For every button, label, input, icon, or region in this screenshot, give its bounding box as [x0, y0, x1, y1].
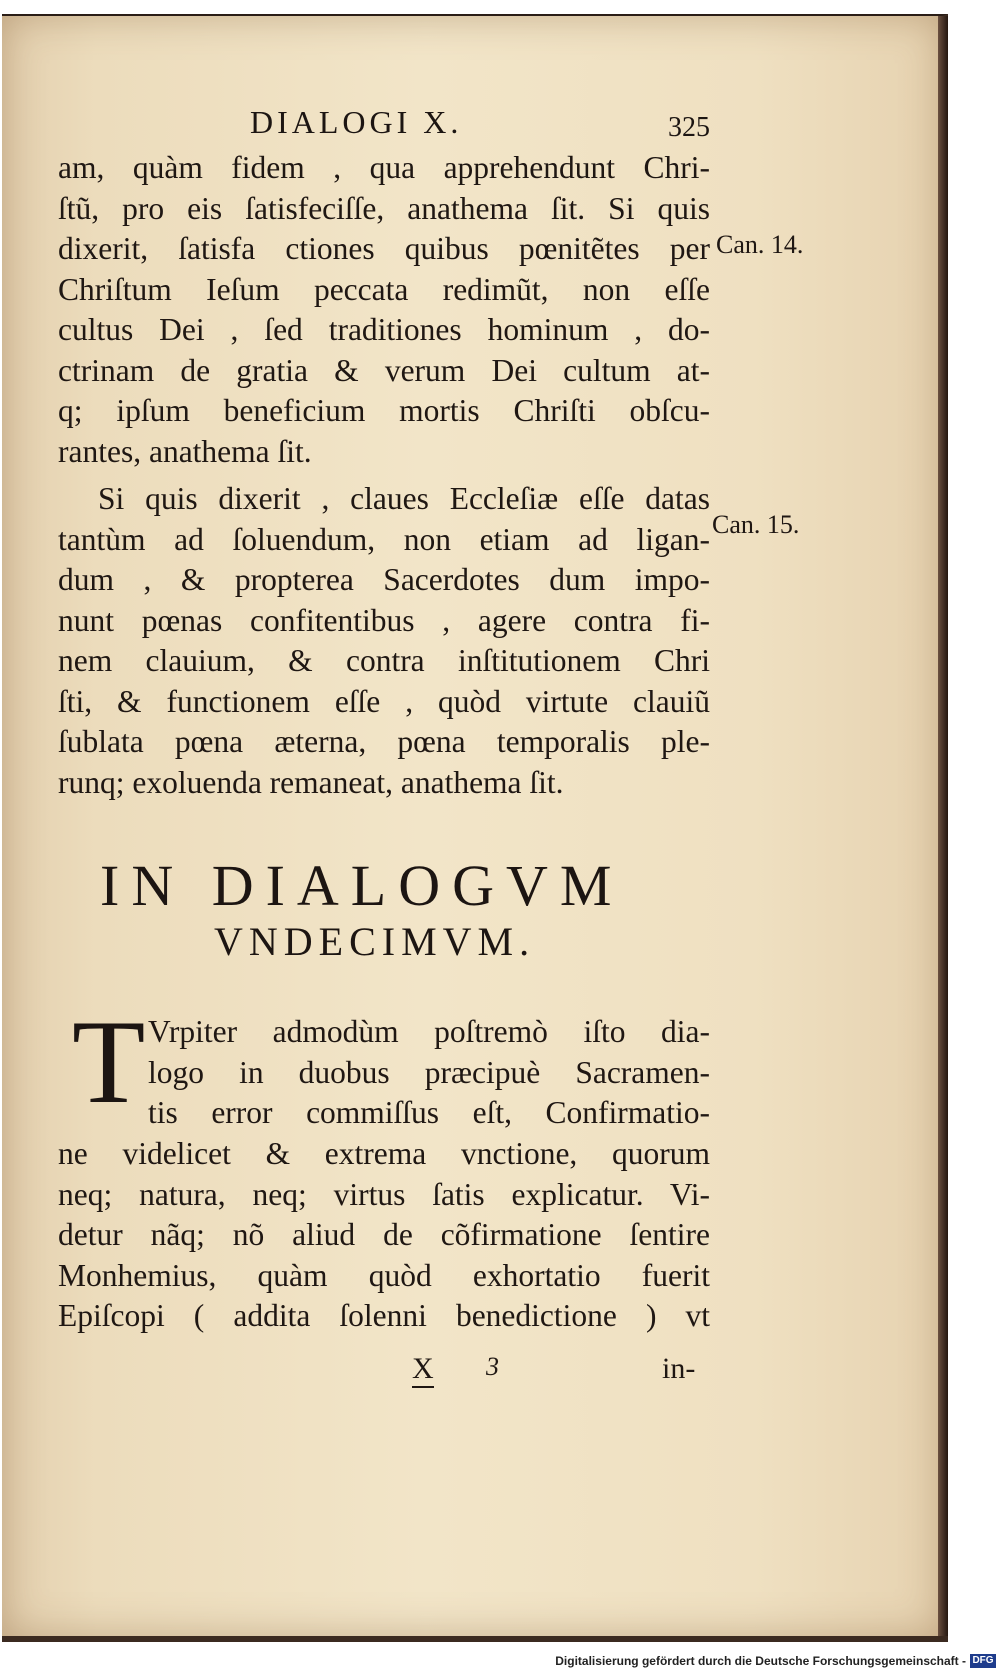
text-line: detur nãq; nõ aliud de cõfirmatione ſentire — [58, 1217, 710, 1252]
drop-cap: T — [72, 995, 146, 1128]
catchword: in- — [662, 1352, 696, 1385]
text-line: cultus Dei , ſed traditiones hominum , do- — [58, 312, 710, 347]
text-line: dum , & propterea Sacerdotes dum impo- — [58, 562, 710, 597]
margin-note-canon-15: Can. 15. — [712, 510, 800, 539]
signature-number: 3 — [486, 1352, 499, 1381]
text-line: Epiſcopi ( addita ſolenni benedictione ) vt — [58, 1298, 710, 1333]
text-line: tis error commiſſus eſt, Confirmatio- — [148, 1095, 710, 1130]
running-head: DIALOGI X. — [250, 104, 463, 140]
text-line: q; ipſum beneficium mortis Chriſti obſcu- — [58, 393, 710, 428]
text-line: tantùm ad ſoluendum, non etiam ad ligan- — [58, 521, 710, 557]
paragraph-canon-15 — [58, 479, 710, 803]
text-line: Si quis dixerit , claues Eccleſiæ eſſe datas — [98, 481, 710, 516]
text-line: am, quàm fidem , qua apprehendunt Chri- — [58, 150, 710, 185]
text-line: ſublata pœna æterna, pœna temporalis ple- — [58, 724, 710, 759]
text-line: ctrinam de gratia & verum Dei cultum at- — [58, 352, 710, 388]
section-heading-line-1: IN DIALOGVM — [100, 853, 624, 918]
text-line: rantes, anathema ſit. — [58, 433, 312, 469]
dfg-logo-icon: DFG — [970, 1654, 996, 1668]
page-number: 325 — [668, 112, 710, 143]
text-line: Chriſtum Ieſum peccata redimũt, non eſſe — [58, 271, 710, 307]
text-line: ne videlicet & extrema vnctione, quorum — [58, 1136, 710, 1171]
signature-mark: X — [412, 1352, 434, 1388]
text-line: Monhemius, quàm quòd exhortatio fuerit — [58, 1257, 710, 1293]
margin-note-canon-14: Can. 14. — [716, 230, 804, 259]
footer-bar — [0, 1649, 1000, 1671]
section-heading-line-2: VNDECIMVM. — [214, 919, 536, 964]
text-line: nem clauium, & contra inſtitutionem Chri — [58, 643, 710, 678]
text-line: neq; natura, neq; virtus ſatis explicatur. Vi- — [58, 1176, 710, 1212]
text-line: logo in duobus præcipuè Sacramen- — [148, 1054, 710, 1090]
text-line: ſtũ, pro eis ſatisfeciſſe, anathema ſit. Si quis — [58, 190, 710, 226]
text-line: ſti, & functionem eſſe , quòd virtute clauiũ — [58, 683, 710, 719]
paragraph-canon-14 — [58, 148, 710, 472]
text-line: runq; exoluenda remaneat, anathema ſit. — [58, 764, 564, 800]
paragraph-dialogue-11-opening — [148, 1012, 710, 1134]
footer-credit: Digitalisierung gefördert durch die Deutsche Forschungsgemeinschaft - — [555, 1654, 966, 1668]
text-line: Vrpiter admodùm poſtremò iſto dia- — [148, 1014, 710, 1049]
text-line: dixerit, ſatisfa ctiones quibus pœnitẽtes per — [58, 231, 710, 266]
paragraph-dialogue-11-continued — [58, 1134, 710, 1337]
text-line: nunt pœnas confitentibus , agere contra fi- — [58, 602, 710, 638]
